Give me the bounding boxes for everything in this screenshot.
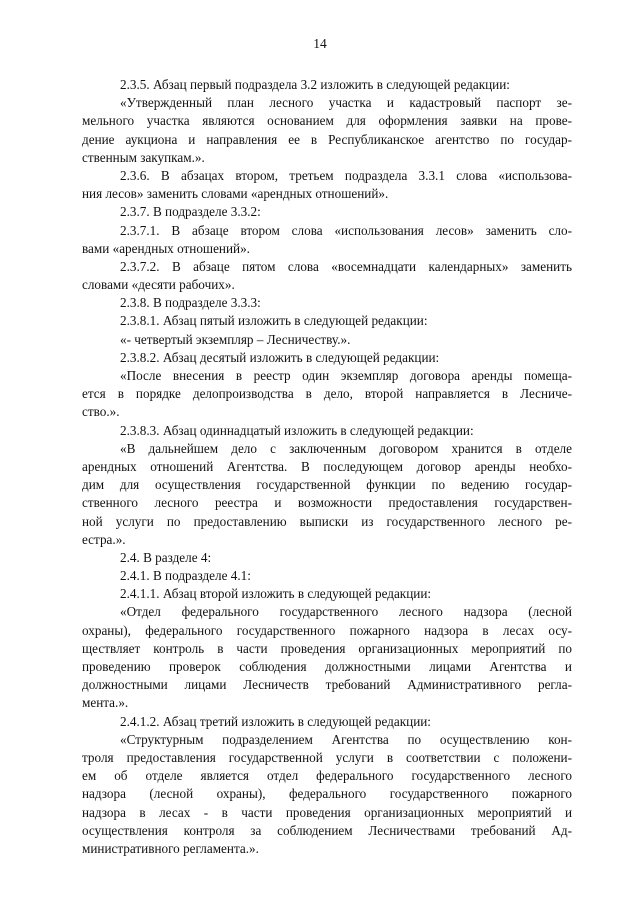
text-line: ществляет контроль в части проведения организационных мероприятий по: [82, 640, 572, 656]
text-line: ственным закупкам.».: [82, 149, 205, 165]
text-line: мельного участка являются основанием для оформления заявки на прове-: [82, 113, 572, 129]
text-line: ется в порядке делопроизводства в дело, второй направляется в Лесниче-: [82, 386, 572, 402]
text-line: 2.4. В разделе 4:: [120, 549, 212, 565]
text-line: дим для осуществления государственной функции по ведению государ-: [82, 477, 572, 493]
text-line: охраны), федерального государственного пожарного надзора в лесах осу-: [82, 622, 572, 638]
text-line: 2.3.5. Абзац первый подраздела 3.2 изложить в следующей редакции:: [120, 77, 510, 92]
text-line: проведению проверок соблюдения должностными лицами Агентства и: [82, 659, 572, 674]
text-line: арендных отношений Агентства. В последующем договор аренды необхо-: [82, 458, 572, 474]
text-line: словами «десяти рабочих».: [82, 277, 235, 293]
text-line: 2.3.8.3. Абзац одиннадцатый изложить в следующей редакции:: [120, 422, 474, 438]
text-line: мента.».: [82, 695, 129, 711]
text-line: ственного лесного реестра и возможности предоставления государствен-: [82, 495, 572, 511]
text-line: 2.3.7. В подразделе 3.3.2:: [120, 204, 261, 220]
text-line: «В дальнейшем дело с заключенным договором хранится в отделе: [120, 440, 572, 456]
text-line: 2.4.1. В подразделе 4.1:: [120, 568, 251, 584]
text-line: 2.3.8.2. Абзац десятый изложить в следующей редакции:: [120, 349, 440, 365]
text-line: ной услуги по предоставлению выписки из государственного лесного ре-: [82, 513, 572, 529]
text-line: дение аукциона и направления ее в Республиканское агентство по государ-: [82, 131, 572, 147]
text-line: «После внесения в реестр один экземпляр договора аренды помеща-: [120, 368, 572, 383]
text-line: 2.4.1.1. Абзац второй изложить в следующей редакции:: [120, 586, 432, 602]
text-line: 2.3.8.1. Абзац пятый изложить в следующей редакции:: [120, 313, 428, 329]
text-line: 2.3.6. В абзацах втором, третьем подраздела 3.3.1 слова «использова-: [120, 167, 572, 183]
text-line: «Утвержденный план лесного участка и кадастровый паспорт зе-: [120, 95, 572, 111]
text-line: ния лесов» заменить словами «арендных отношений».: [82, 186, 389, 202]
text-line: ем об отделе является отдел федерального государственного лесного: [82, 768, 572, 784]
text-line: министративного регламента.».: [82, 840, 259, 856]
text-line: «Отдел федерального государственного лесного надзора (лесной: [120, 604, 572, 620]
text-line: «- четвертый экземпляр – Лесничеству.».: [120, 331, 351, 347]
text-line: троля предоставления государственной услуги в соответствии с положени-: [82, 749, 572, 765]
text-line: вами «арендных отношений».: [82, 240, 250, 256]
text-line: надзора в лесах - в части проведения организационных мероприятий и: [82, 804, 572, 820]
text-line: должностными лицами Лесничеств требований Административного регла-: [82, 677, 572, 693]
page-number: 14: [313, 36, 327, 51]
text-line: 2.4.1.2. Абзац третий изложить в следующей редакции:: [120, 713, 431, 729]
text-line: осуществления контроля за соблюдением Лесничествами требований Ад-: [82, 822, 572, 838]
document-body: [82, 76, 572, 858]
text-line: 2.3.8. В подразделе 3.3.3:: [120, 295, 261, 311]
text-line: 2.3.7.1. В абзаце втором слова «использования лесов» заменить сло-: [120, 222, 572, 238]
text-line: 2.3.7.2. В абзаце пятом слова «восемнадцати календарных» заменить: [120, 258, 572, 274]
text-line: ство.».: [82, 404, 120, 420]
text-line: надзора (лесной охраны), федерального государственного пожарного: [82, 786, 572, 802]
text-line: естра.».: [82, 531, 126, 547]
text-line: «Структурным подразделением Агентства по осуществлению кон-: [120, 731, 572, 747]
